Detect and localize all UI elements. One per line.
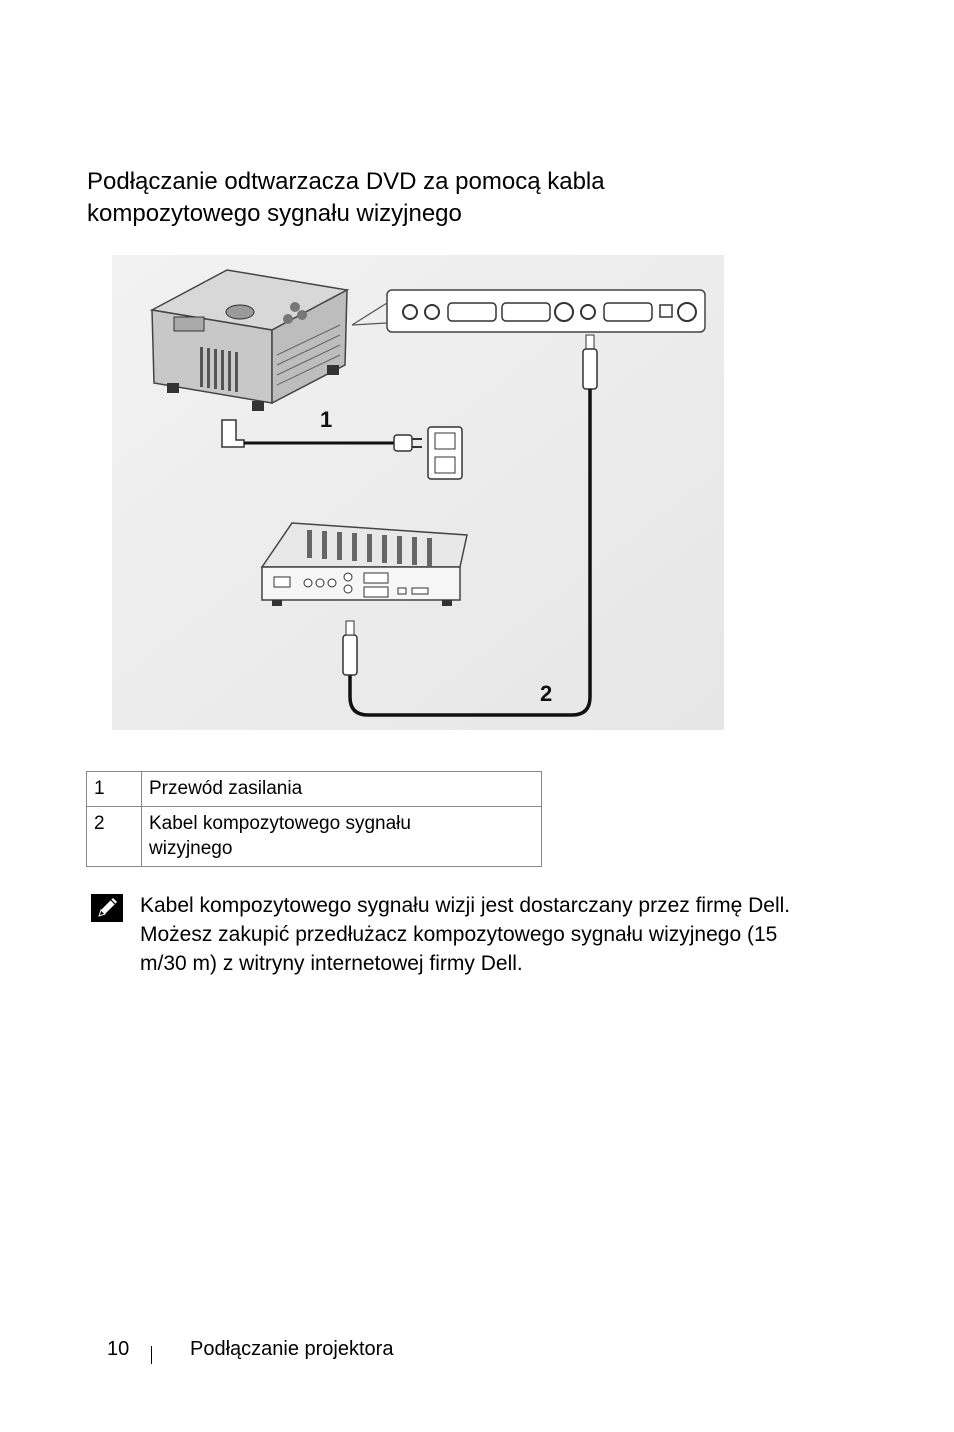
page-number: 10 (107, 1338, 130, 1360)
table-row (87, 807, 542, 867)
footer-divider (151, 1346, 152, 1364)
projector-connector-panel (352, 290, 705, 332)
legend-number: 1 (87, 772, 142, 807)
callout-2: 2 (540, 681, 553, 706)
legend-label: Kabel kompozytowego sygnału wizyjnego (142, 807, 542, 867)
section-title: Podłączanie odtwarzacza DVD za pomocą kabla kompozytowego sygnału wizyjnego (87, 168, 605, 227)
dvd-player-illustration (262, 523, 467, 606)
note-text (140, 891, 830, 978)
connection-diagram (112, 255, 724, 730)
callout-1: 1 (320, 407, 333, 432)
note-line-1: Kabel kompozytowego sygnału wizji jest dostarczany przez firmę Dell. (140, 894, 791, 917)
legend-table (86, 771, 542, 867)
note-line-2: Możesz zakupić przedłużacz kompozytowego sygnału wizyjnego (15 m/30 m) z witryny internetowej firmy Dell. (140, 923, 778, 975)
pencil-note-icon (91, 894, 123, 922)
table-row (87, 772, 542, 807)
legend-number: 2 (87, 807, 142, 867)
legend-label: Przewód zasilania (142, 772, 542, 807)
chapter-title: Podłączanie projektora (190, 1338, 394, 1360)
